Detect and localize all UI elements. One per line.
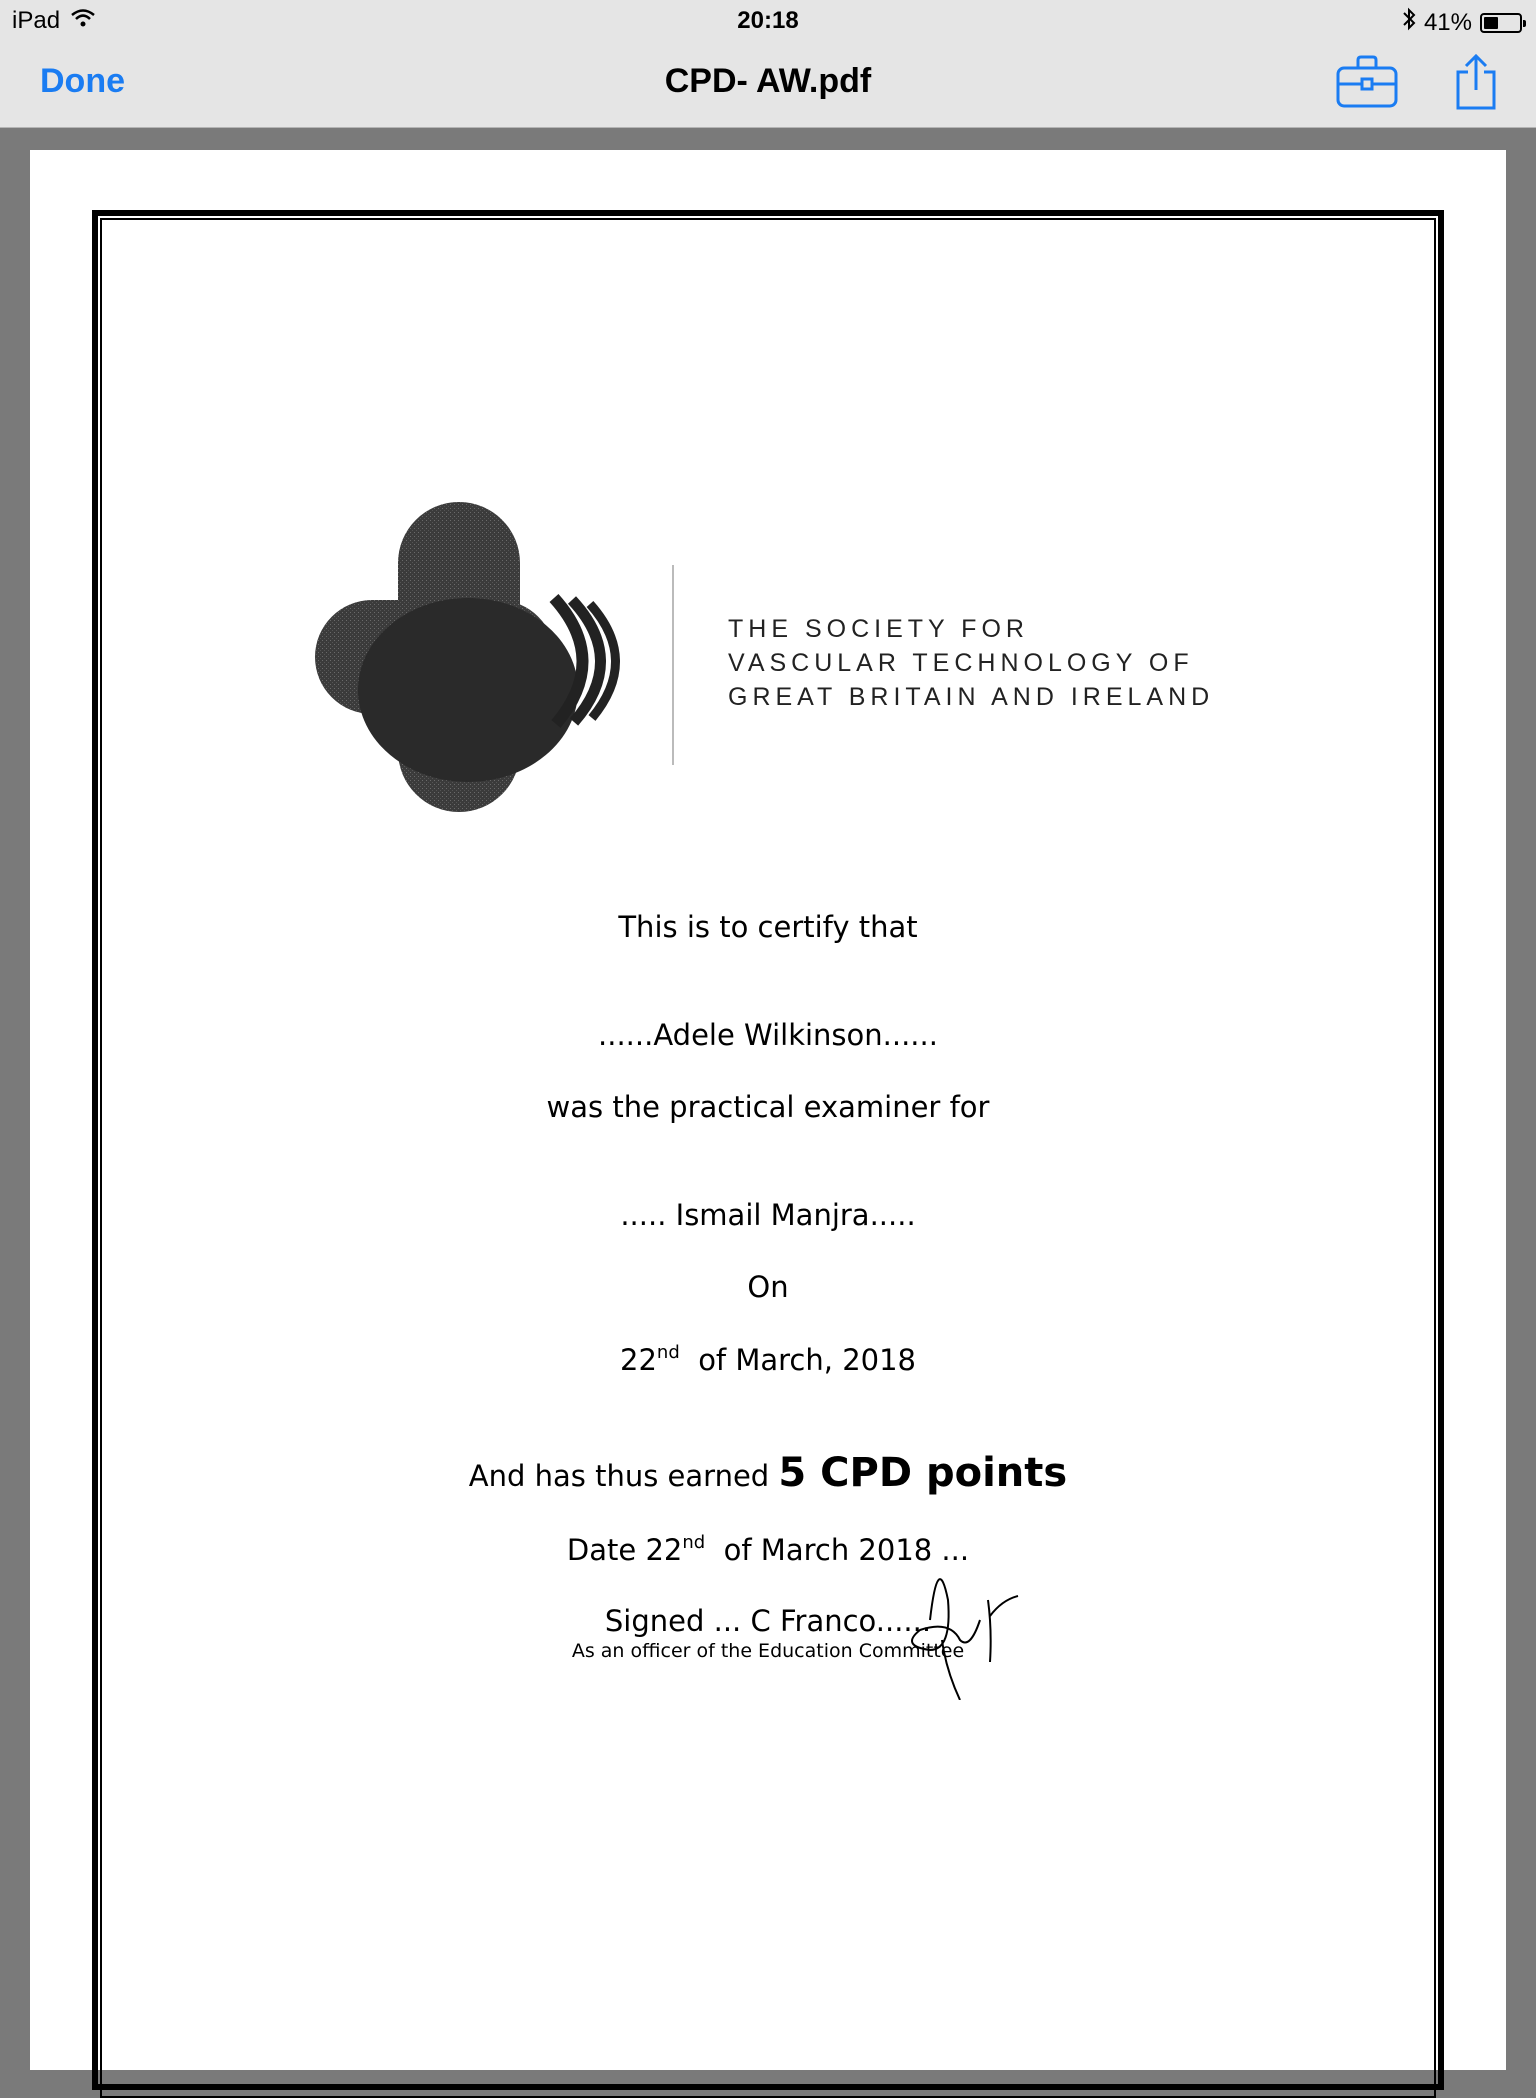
on-text: On — [747, 1270, 789, 1304]
signed-line: Signed ... C Franco...... — [604, 1604, 932, 1638]
society-name — [728, 612, 1214, 714]
status-bar — [0, 0, 1536, 40]
date-line-rest: of March 2018 ... — [723, 1533, 970, 1567]
handwritten-signature — [890, 1560, 1030, 1705]
date-day: 22 — [620, 1343, 657, 1377]
recipient-name: ......Adele Wilkinson...... — [598, 1018, 938, 1052]
earned-prefix: And has thus earned — [468, 1459, 770, 1493]
exam-date — [30, 1342, 1506, 1377]
officer-line: As an officer of the Education Committee — [571, 1640, 965, 1662]
date-suffix: nd — [656, 1342, 680, 1363]
toolbox-icon — [1336, 54, 1398, 108]
battery-percent: 41% — [1423, 8, 1472, 36]
share-icon — [1454, 54, 1498, 110]
battery-fill — [1484, 17, 1498, 29]
certify-text: This is to certify that — [618, 910, 918, 944]
candidate-name: ..... Ismail Manjra..... — [620, 1198, 916, 1232]
cpd-points: 5 CPD points — [778, 1450, 1068, 1496]
document-title: CPD- AW.pdf — [664, 62, 872, 100]
nav-bar — [0, 40, 1536, 128]
date-line — [30, 1532, 1506, 1567]
battery-icon — [1480, 13, 1522, 33]
date-rest: of March, 2018 — [698, 1343, 916, 1377]
certificate-border-inner — [100, 218, 1436, 2098]
society-name-line: VASCULAR TECHNOLOGY OF — [728, 649, 1194, 677]
device-label: iPad — [12, 7, 61, 34]
date-line-prefix: Date 22 — [566, 1533, 683, 1567]
society-name-line: GREAT BRITAIN AND IRELAND — [728, 683, 1215, 711]
date-line-suffix: nd — [682, 1532, 706, 1553]
logo-divider — [672, 565, 674, 765]
clock: 20:18 — [737, 7, 799, 34]
bluetooth-icon — [1402, 7, 1416, 38]
society-name-line: THE SOCIETY FOR — [728, 615, 1029, 643]
done-button[interactable]: Done — [40, 62, 125, 100]
earned-line — [30, 1450, 1506, 1496]
markup-toolbox-button[interactable] — [1336, 54, 1398, 113]
share-button[interactable] — [1454, 54, 1498, 115]
society-logo — [310, 500, 650, 825]
pdf-page[interactable] — [30, 150, 1506, 2070]
role-text: was the practical examiner for — [546, 1090, 990, 1124]
